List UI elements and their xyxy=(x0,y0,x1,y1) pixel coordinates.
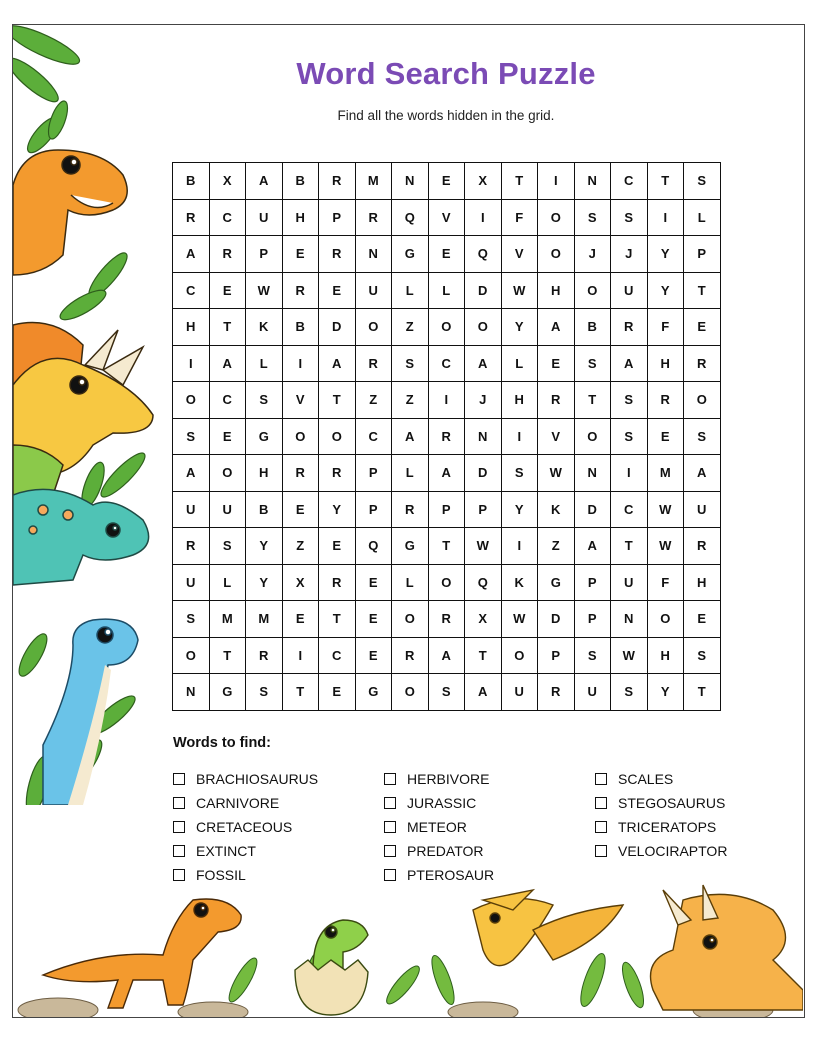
grid-cell[interactable]: A xyxy=(574,528,611,565)
grid-cell[interactable]: O xyxy=(574,272,611,309)
word-checkbox[interactable] xyxy=(595,773,607,785)
grid-cell[interactable]: R xyxy=(355,345,392,382)
word-checkbox[interactable] xyxy=(173,821,185,833)
word-list-item xyxy=(595,815,727,839)
grid-cell[interactable]: T xyxy=(647,163,684,200)
grid-cell[interactable]: O xyxy=(173,382,210,419)
grid-cell[interactable]: A xyxy=(173,236,210,273)
grid-cell[interactable]: X xyxy=(465,163,502,200)
grid-cell[interactable]: S xyxy=(209,528,246,565)
word-list-item xyxy=(384,767,494,791)
grid-cell[interactable]: S xyxy=(611,382,648,419)
grid-row xyxy=(173,528,721,565)
grid-cell[interactable]: E xyxy=(209,418,246,455)
grid-cell[interactable]: T xyxy=(574,382,611,419)
grid-cell[interactable]: M xyxy=(647,455,684,492)
grid-cell[interactable]: S xyxy=(611,199,648,236)
grid-cell[interactable]: H xyxy=(501,382,538,419)
grid-cell[interactable]: I xyxy=(501,528,538,565)
grid-row xyxy=(173,236,721,273)
grid-cell[interactable]: R xyxy=(282,272,319,309)
grid-cell[interactable]: O xyxy=(355,309,392,346)
grid-cell[interactable]: O xyxy=(647,601,684,638)
word-label: EXTINCT xyxy=(196,843,256,859)
grid-cell[interactable]: W xyxy=(647,528,684,565)
grid-cell[interactable]: W xyxy=(501,601,538,638)
grid-cell[interactable]: G xyxy=(246,418,283,455)
word-checkbox[interactable] xyxy=(595,797,607,809)
grid-cell[interactable]: E xyxy=(282,236,319,273)
grid-cell[interactable]: Q xyxy=(465,236,502,273)
grid-cell[interactable]: A xyxy=(611,345,648,382)
grid-cell[interactable]: D xyxy=(465,272,502,309)
grid-cell[interactable]: C xyxy=(428,345,465,382)
grid-cell[interactable]: B xyxy=(282,309,319,346)
grid-cell[interactable]: H xyxy=(246,455,283,492)
grid-cell[interactable]: A xyxy=(428,455,465,492)
grid-cell[interactable]: Z xyxy=(355,382,392,419)
grid-cell[interactable]: R xyxy=(319,163,356,200)
grid-cell[interactable]: S xyxy=(684,637,721,674)
grid-cell[interactable]: G xyxy=(209,674,246,711)
grid-cell[interactable]: V xyxy=(428,199,465,236)
grid-cell[interactable]: T xyxy=(319,382,356,419)
grid-cell[interactable]: W xyxy=(538,455,575,492)
word-label: TRICERATOPS xyxy=(618,819,717,835)
word-list-item xyxy=(173,767,318,791)
word-checkbox[interactable] xyxy=(173,845,185,857)
grid-cell[interactable]: U xyxy=(246,199,283,236)
grid-cell[interactable]: K xyxy=(538,491,575,528)
grid-cell[interactable]: H xyxy=(282,199,319,236)
grid-cell[interactable]: E xyxy=(209,272,246,309)
hatchling-in-egg-icon xyxy=(295,920,368,1015)
grid-cell[interactable]: Y xyxy=(501,309,538,346)
grid-row xyxy=(173,272,721,309)
grid-cell[interactable]: R xyxy=(684,345,721,382)
grid-cell[interactable]: I xyxy=(465,199,502,236)
grid-cell[interactable]: P xyxy=(574,601,611,638)
grid-cell[interactable]: Y xyxy=(319,491,356,528)
word-list-item xyxy=(384,863,494,887)
word-label: PTEROSAUR xyxy=(407,867,495,883)
grid-cell[interactable]: W xyxy=(246,272,283,309)
grid-cell[interactable]: O xyxy=(465,309,502,346)
grid-cell[interactable]: U xyxy=(574,674,611,711)
grid-cell[interactable]: I xyxy=(428,382,465,419)
grid-cell[interactable]: S xyxy=(574,199,611,236)
word-search-grid xyxy=(172,162,721,711)
grid-cell[interactable]: T xyxy=(319,601,356,638)
grid-cell[interactable]: L xyxy=(684,199,721,236)
word-label: CARNIVORE xyxy=(196,795,280,811)
grid-row xyxy=(173,491,721,528)
grid-cell[interactable]: R xyxy=(392,491,429,528)
word-label: HERBIVORE xyxy=(407,771,490,787)
grid-cell[interactable]: O xyxy=(282,418,319,455)
word-label: BRACHIOSAURUS xyxy=(196,771,319,787)
word-list-item xyxy=(595,791,727,815)
grid-cell[interactable]: I xyxy=(501,418,538,455)
grid-cell[interactable]: J xyxy=(611,236,648,273)
grid-row xyxy=(173,455,721,492)
grid-cell[interactable]: B xyxy=(173,163,210,200)
grid-cell[interactable]: L xyxy=(209,564,246,601)
word-list-item xyxy=(173,863,318,887)
grid-cell[interactable]: Y xyxy=(246,528,283,565)
grid-cell[interactable]: R xyxy=(319,236,356,273)
grid-cell[interactable]: C xyxy=(209,199,246,236)
grid-cell[interactable]: Q xyxy=(465,564,502,601)
grid-cell[interactable]: S xyxy=(392,345,429,382)
grid-cell[interactable]: I xyxy=(611,455,648,492)
grid-cell[interactable]: B xyxy=(282,163,319,200)
grid-row xyxy=(173,382,721,419)
word-list-column-2 xyxy=(384,767,494,887)
grid-cell[interactable]: H xyxy=(173,309,210,346)
grid-cell[interactable]: V xyxy=(538,418,575,455)
grid-cell[interactable]: X xyxy=(282,564,319,601)
grid-cell[interactable]: P xyxy=(355,491,392,528)
grid-cell[interactable]: E xyxy=(428,236,465,273)
grid-cell[interactable]: V xyxy=(282,382,319,419)
grid-cell[interactable]: L xyxy=(501,345,538,382)
grid-cell[interactable]: U xyxy=(355,272,392,309)
grid-cell[interactable]: O xyxy=(574,418,611,455)
grid-cell[interactable]: E xyxy=(428,163,465,200)
grid-cell[interactable]: U xyxy=(209,491,246,528)
grid-cell[interactable]: E xyxy=(355,601,392,638)
grid-row xyxy=(173,418,721,455)
grid-cell[interactable]: R xyxy=(319,455,356,492)
grid-cell[interactable]: Q xyxy=(355,528,392,565)
grid-cell[interactable]: R xyxy=(428,418,465,455)
grid-cell[interactable]: N xyxy=(465,418,502,455)
bottom-illustration-border xyxy=(13,880,803,1017)
word-label: STEGOSAURUS xyxy=(618,795,726,811)
grid-cell[interactable]: C xyxy=(611,163,648,200)
word-list-item xyxy=(384,815,494,839)
grid-cell[interactable]: T xyxy=(209,309,246,346)
grid-cell[interactable]: P xyxy=(355,455,392,492)
grid-cell[interactable]: R xyxy=(246,637,283,674)
grid-cell[interactable]: R xyxy=(538,674,575,711)
word-list-item xyxy=(384,839,494,863)
grid-cell[interactable]: S xyxy=(246,674,283,711)
word-list-column-1 xyxy=(173,767,318,887)
grid-cell[interactable]: L xyxy=(428,272,465,309)
grid-cell[interactable]: C xyxy=(173,272,210,309)
word-label: VELOCIRAPTOR xyxy=(618,843,728,859)
word-checkbox[interactable] xyxy=(595,845,607,857)
word-checkbox[interactable] xyxy=(173,797,185,809)
grid-cell[interactable]: R xyxy=(173,528,210,565)
grid-cell[interactable]: P xyxy=(465,491,502,528)
grid-cell[interactable]: K xyxy=(246,309,283,346)
grid-row xyxy=(173,564,721,601)
grid-cell[interactable]: I xyxy=(282,345,319,382)
word-checkbox[interactable] xyxy=(595,821,607,833)
grid-cell[interactable]: Z xyxy=(538,528,575,565)
grid-cell[interactable]: M xyxy=(246,601,283,638)
grid-cell[interactable]: L xyxy=(392,272,429,309)
grid-cell[interactable]: R xyxy=(684,528,721,565)
grid-cell[interactable]: E xyxy=(355,637,392,674)
grid-cell[interactable]: C xyxy=(355,418,392,455)
grid-cell[interactable]: P xyxy=(574,564,611,601)
grid-cell[interactable]: D xyxy=(465,455,502,492)
grid-cell[interactable]: C xyxy=(319,637,356,674)
word-list-item xyxy=(595,839,727,863)
grid-cell[interactable]: X xyxy=(209,163,246,200)
grid-cell[interactable]: W xyxy=(465,528,502,565)
grid-row xyxy=(173,199,721,236)
grid-cell[interactable]: O xyxy=(538,236,575,273)
grid-cell[interactable]: O xyxy=(684,382,721,419)
grid-cell[interactable]: W xyxy=(647,491,684,528)
grid-cell[interactable]: A xyxy=(538,309,575,346)
grid-cell[interactable]: P xyxy=(684,236,721,273)
grid-cell[interactable]: J xyxy=(465,382,502,419)
walking-trex-icon xyxy=(43,899,241,1008)
grid-cell[interactable]: H xyxy=(647,637,684,674)
grid-cell[interactable]: U xyxy=(611,272,648,309)
grid-cell[interactable]: L xyxy=(392,455,429,492)
word-checkbox[interactable] xyxy=(384,797,396,809)
word-checkbox[interactable] xyxy=(384,845,396,857)
grid-cell[interactable]: L xyxy=(392,564,429,601)
word-checkbox[interactable] xyxy=(384,869,396,881)
grid-cell[interactable]: O xyxy=(428,564,465,601)
grid-cell[interactable]: A xyxy=(465,345,502,382)
grid-cell[interactable]: E xyxy=(282,491,319,528)
grid-cell[interactable]: G xyxy=(392,528,429,565)
grid-row xyxy=(173,601,721,638)
grid-cell[interactable]: A xyxy=(392,418,429,455)
left-illustration-border xyxy=(13,25,173,805)
word-checkbox[interactable] xyxy=(173,869,185,881)
grid-cell[interactable]: U xyxy=(501,674,538,711)
grid-cell[interactable]: P xyxy=(246,236,283,273)
grid-cell[interactable]: S xyxy=(173,418,210,455)
word-label: PREDATOR xyxy=(407,843,484,859)
grid-cell[interactable]: V xyxy=(501,236,538,273)
word-list-column-3 xyxy=(595,767,727,863)
word-list-item xyxy=(595,767,727,791)
grid-cell[interactable]: R xyxy=(282,455,319,492)
grid-cell[interactable]: O xyxy=(319,418,356,455)
word-list-item xyxy=(173,815,318,839)
grid-cell[interactable]: E xyxy=(319,674,356,711)
grid-cell[interactable]: Z xyxy=(392,382,429,419)
grid-cell[interactable]: I xyxy=(282,637,319,674)
grid-cell[interactable]: E xyxy=(647,418,684,455)
grid-cell[interactable]: A xyxy=(428,637,465,674)
grid-cell[interactable]: O xyxy=(173,637,210,674)
instructions-text: Find all the words hidden in the grid. xyxy=(337,108,555,123)
grid-cell[interactable]: O xyxy=(392,674,429,711)
grid-cell[interactable]: R xyxy=(209,236,246,273)
grid-cell[interactable]: S xyxy=(501,455,538,492)
grid-cell[interactable]: U xyxy=(684,491,721,528)
grid-cell[interactable]: E xyxy=(282,601,319,638)
grid-cell[interactable]: B xyxy=(574,309,611,346)
grid-cell[interactable]: G xyxy=(392,236,429,273)
grid-cell[interactable]: U xyxy=(173,564,210,601)
grid-cell[interactable]: R xyxy=(428,601,465,638)
grid-cell[interactable]: H xyxy=(684,564,721,601)
grid-cell[interactable]: Q xyxy=(392,199,429,236)
grid-cell[interactable]: S xyxy=(684,163,721,200)
word-list-item xyxy=(173,791,318,815)
grid-cell[interactable]: H xyxy=(538,272,575,309)
grid-cell[interactable]: F xyxy=(501,199,538,236)
grid-row xyxy=(173,637,721,674)
word-list-heading: Words to find: xyxy=(173,735,271,751)
ankylosaurus-icon xyxy=(13,489,149,585)
word-label: METEOR xyxy=(407,819,467,835)
grid-cell[interactable]: R xyxy=(647,382,684,419)
grid-cell[interactable]: S xyxy=(611,418,648,455)
bottom-leaves-icon xyxy=(224,951,647,1010)
grid-cell[interactable]: F xyxy=(647,309,684,346)
grid-cell[interactable]: E xyxy=(319,272,356,309)
word-list-item xyxy=(173,839,318,863)
grid-cell[interactable]: E xyxy=(684,601,721,638)
grid-cell[interactable]: S xyxy=(611,674,648,711)
grid-cell[interactable]: B xyxy=(246,491,283,528)
grid-cell[interactable]: I xyxy=(173,345,210,382)
grid-cell[interactable]: O xyxy=(428,309,465,346)
grid-cell[interactable]: P xyxy=(428,491,465,528)
grid-cell[interactable]: J xyxy=(574,236,611,273)
grid-cell[interactable]: U xyxy=(611,564,648,601)
grid-cell[interactable]: Y xyxy=(647,272,684,309)
grid-row xyxy=(173,309,721,346)
grid-cell[interactable]: A xyxy=(684,455,721,492)
grid-cell[interactable]: N xyxy=(574,163,611,200)
grid-cell[interactable]: A xyxy=(319,345,356,382)
grid-row xyxy=(173,345,721,382)
grid-cell[interactable]: R xyxy=(319,564,356,601)
grid-cell[interactable]: D xyxy=(538,601,575,638)
orange-trex-icon xyxy=(13,150,127,275)
grid-cell[interactable]: C xyxy=(209,382,246,419)
grid-cell[interactable]: T xyxy=(209,637,246,674)
grid-cell[interactable]: T xyxy=(684,674,721,711)
grid-cell[interactable]: T xyxy=(282,674,319,711)
grid-cell[interactable]: G xyxy=(538,564,575,601)
grid-cell[interactable]: Y xyxy=(246,564,283,601)
grid-cell[interactable]: D xyxy=(319,309,356,346)
grid-cell[interactable]: I xyxy=(647,199,684,236)
grid-cell[interactable]: F xyxy=(647,564,684,601)
grid-cell[interactable]: E xyxy=(319,528,356,565)
grid-cell[interactable]: A xyxy=(209,345,246,382)
word-label: SCALES xyxy=(618,771,674,787)
grid-cell[interactable]: M xyxy=(355,163,392,200)
grid-cell[interactable]: N xyxy=(173,674,210,711)
grid-cell[interactable]: S xyxy=(684,418,721,455)
grid-cell[interactable]: X xyxy=(465,601,502,638)
grid-cell[interactable]: T xyxy=(501,163,538,200)
grid-cell[interactable]: R xyxy=(611,309,648,346)
grid-cell[interactable]: M xyxy=(209,601,246,638)
grid-cell[interactable]: R xyxy=(355,199,392,236)
grid-row xyxy=(173,163,721,200)
word-checkbox[interactable] xyxy=(384,821,396,833)
grid-cell[interactable]: R xyxy=(538,382,575,419)
grid-cell[interactable]: P xyxy=(538,637,575,674)
grid-cell[interactable]: N xyxy=(355,236,392,273)
grid-cell[interactable]: O xyxy=(538,199,575,236)
grid-cell[interactable]: Y xyxy=(501,491,538,528)
grid-cell[interactable]: D xyxy=(574,491,611,528)
grid-cell[interactable]: H xyxy=(647,345,684,382)
grid-cell[interactable]: T xyxy=(611,528,648,565)
grid-cell[interactable]: E xyxy=(684,309,721,346)
grid-cell[interactable]: S xyxy=(574,637,611,674)
grid-cell[interactable]: G xyxy=(355,674,392,711)
grid-cell[interactable]: Z xyxy=(392,309,429,346)
grid-cell[interactable]: E xyxy=(355,564,392,601)
grid-cell[interactable]: S xyxy=(246,382,283,419)
grid-cell[interactable]: R xyxy=(392,637,429,674)
grid-cell[interactable]: S xyxy=(173,601,210,638)
grid-cell[interactable]: Z xyxy=(282,528,319,565)
grid-cell[interactable]: O xyxy=(209,455,246,492)
word-label: JURASSIC xyxy=(407,795,477,811)
grid-cell[interactable]: Y xyxy=(647,236,684,273)
grid-cell[interactable]: O xyxy=(501,637,538,674)
grid-cell[interactable]: T xyxy=(465,637,502,674)
grid-cell[interactable]: I xyxy=(538,163,575,200)
grid-cell[interactable]: W xyxy=(501,272,538,309)
word-checkbox[interactable] xyxy=(173,773,185,785)
word-label: FOSSIL xyxy=(196,867,246,883)
word-label: CRETACEOUS xyxy=(196,819,293,835)
page-title: Word Search Puzzle xyxy=(296,56,596,91)
grid-cell[interactable]: S xyxy=(574,345,611,382)
grid-cell[interactable]: T xyxy=(428,528,465,565)
grid-cell[interactable]: C xyxy=(611,491,648,528)
grid-cell[interactable]: N xyxy=(574,455,611,492)
word-list-item xyxy=(384,791,494,815)
grid-cell[interactable]: A xyxy=(246,163,283,200)
grid-cell[interactable]: N xyxy=(392,163,429,200)
grid-cell[interactable]: N xyxy=(611,601,648,638)
grid-cell[interactable]: E xyxy=(538,345,575,382)
word-checkbox[interactable] xyxy=(384,773,396,785)
grid-row xyxy=(173,674,721,711)
grid-cell[interactable]: A xyxy=(465,674,502,711)
grid-cell[interactable]: W xyxy=(611,637,648,674)
grid-cell[interactable]: U xyxy=(173,491,210,528)
grid-cell[interactable]: Y xyxy=(647,674,684,711)
grid-cell[interactable]: L xyxy=(246,345,283,382)
grid-cell[interactable]: A xyxy=(173,455,210,492)
grid-cell[interactable]: S xyxy=(428,674,465,711)
grid-cell[interactable]: K xyxy=(501,564,538,601)
grid-cell[interactable]: R xyxy=(173,199,210,236)
grid-cell[interactable]: T xyxy=(684,272,721,309)
grid-cell[interactable]: O xyxy=(392,601,429,638)
grid-cell[interactable]: P xyxy=(319,199,356,236)
orange-triceratops-icon xyxy=(651,885,804,1010)
